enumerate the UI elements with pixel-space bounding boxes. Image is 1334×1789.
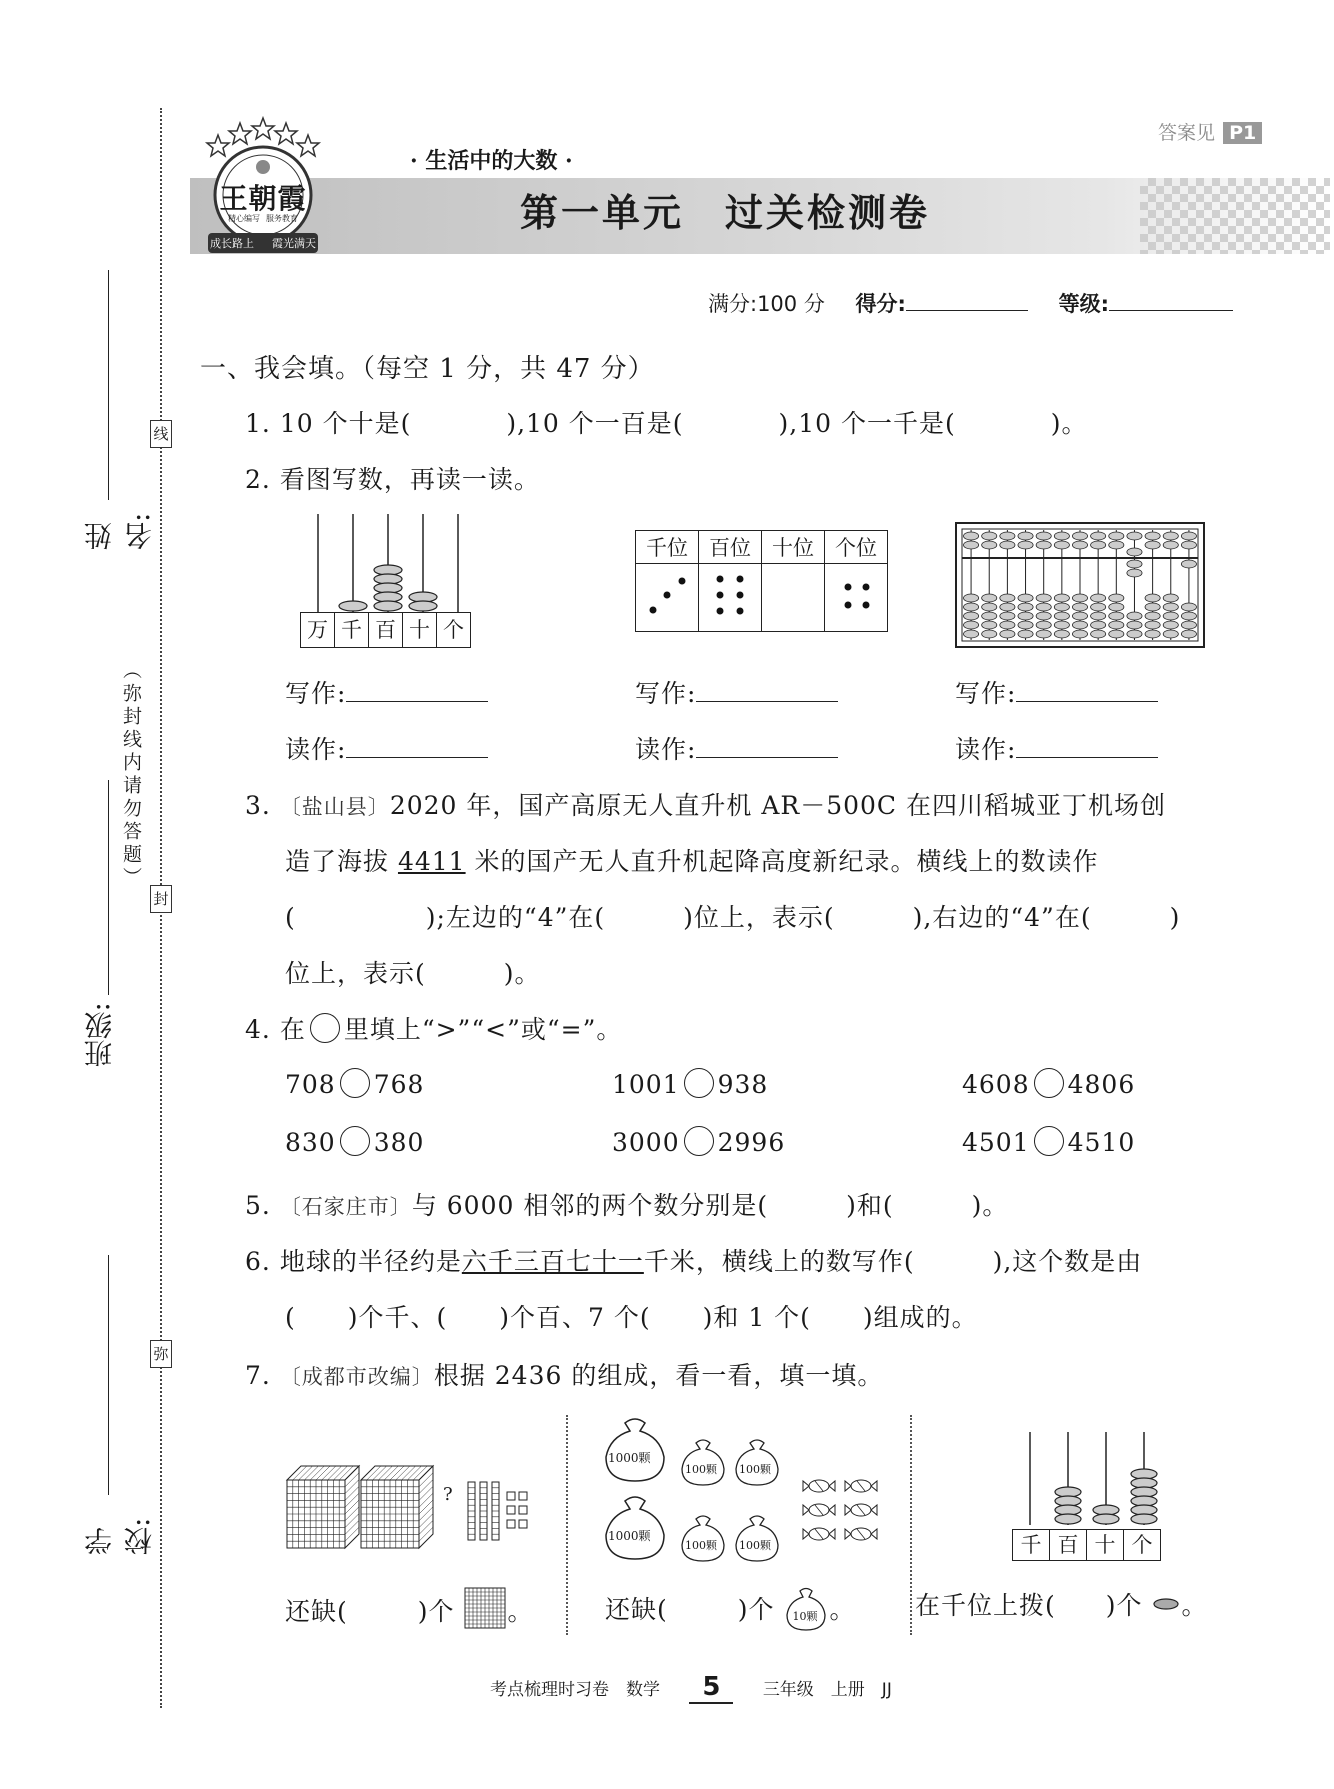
suanpan-abacus — [955, 522, 1205, 648]
compare-item: 1001 938 — [612, 1070, 769, 1099]
question-1: 1. 10 个十是( ),10 个一百是( ),10 个一千是( )。 — [245, 409, 1088, 438]
table-header: 十位 — [762, 531, 825, 564]
bag-100: 100颗 — [732, 1437, 782, 1487]
q7-fill-2: 还缺( )个 10颗 。 — [605, 1586, 856, 1632]
write-row-3: 写作: — [955, 674, 1158, 710]
table-header: 千位 — [636, 531, 699, 564]
compare-circle[interactable] — [340, 1068, 370, 1098]
read-row-2: 读作: — [635, 730, 838, 766]
abacus-1-label: 个 — [437, 612, 471, 648]
write-row-1: 写作: — [285, 674, 488, 710]
abacus-1-label: 万 — [300, 612, 335, 648]
hundred-flat-icon — [463, 1586, 507, 1630]
table-cell-dots — [699, 564, 762, 632]
compare-circle[interactable] — [684, 1068, 714, 1098]
abacus-2-label: 百 — [1050, 1529, 1087, 1561]
answer-reference — [1158, 118, 1262, 145]
binding-notice: （弥封线内请勿答题） — [120, 660, 142, 890]
abacus-1-label: 百 — [369, 612, 403, 648]
abacus-1-rods — [300, 512, 480, 612]
school-field[interactable] — [80, 1255, 156, 1555]
answer-page-badge: P1 — [1223, 122, 1262, 144]
abacus-2-rods — [1010, 1430, 1170, 1525]
compare-circle[interactable] — [1034, 1126, 1064, 1156]
brand-logo — [198, 115, 328, 255]
table-header: 个位 — [825, 531, 888, 564]
logo-banner-left: 成长路上 — [210, 237, 254, 250]
name-label: 姓名: — [83, 512, 156, 550]
abacus-2-label: 千 — [1012, 1529, 1050, 1561]
compare-item: 830 380 — [285, 1128, 425, 1157]
compare-circle[interactable] — [340, 1126, 370, 1156]
q7-fill-3: 在千位上拨( )个 。 — [915, 1591, 1208, 1620]
panel-divider — [566, 1415, 568, 1635]
footer — [490, 1672, 1010, 1704]
bag-1000: 1000颗 — [600, 1493, 670, 1563]
table-cell-dots — [636, 564, 699, 632]
logo-text: 王朝霞 — [219, 182, 307, 215]
class-label: 班级: — [83, 1002, 116, 1068]
logo-sub1: 精心编写 — [228, 214, 260, 223]
seal-mark: 封 — [150, 885, 172, 913]
question-mark: ? — [443, 1484, 453, 1505]
bead-icon — [1151, 1596, 1181, 1612]
compare-item: 708 768 — [285, 1070, 425, 1099]
write-field-1[interactable] — [346, 679, 488, 702]
mi-mark: 弥 — [150, 1340, 172, 1368]
q7-fill-1: 还缺( )个 。 — [285, 1586, 534, 1630]
abacus-2-label: 十 — [1087, 1529, 1124, 1561]
read-field-2[interactable] — [696, 735, 838, 758]
table-header: 百位 — [699, 531, 762, 564]
question-2: 2. 看图写数，再读一读。 — [245, 465, 540, 494]
score-label: 得分: — [855, 292, 906, 316]
abacus-1-label: 十 — [403, 612, 437, 648]
answer-ref-label: 答案见 — [1158, 122, 1216, 144]
question-7: 7. 〔成都市改编〕根据 2436 的组成，看一看，填一填。 — [245, 1361, 884, 1390]
read-field-1[interactable] — [346, 735, 488, 758]
table-cell-dots — [762, 564, 825, 632]
compare-item: 4501 4510 — [962, 1128, 1136, 1157]
question-4: 4. 在 里填上“>”“<”或“=”。 — [245, 1015, 623, 1044]
table-cell-dots — [825, 564, 888, 632]
compare-circle[interactable] — [684, 1126, 714, 1156]
name-field[interactable] — [80, 270, 156, 550]
checker-pattern — [1140, 178, 1330, 254]
full-score: 满分:100 分 — [708, 292, 825, 316]
question-3-line-2: 造了海拔 4411 米的国产无人直升机起降高度新纪录。横线上的数读作 — [285, 847, 1099, 876]
abacus-1 — [300, 512, 480, 652]
score-row — [708, 288, 1233, 318]
grade-field[interactable] — [1109, 288, 1233, 311]
bag-1000: 1000颗 — [600, 1415, 670, 1485]
read-row-1: 读作: — [285, 730, 488, 766]
grade-label: 等级: — [1058, 292, 1110, 316]
abacus-1-label: 千 — [335, 612, 369, 648]
abacus-2 — [1010, 1430, 1170, 1560]
question-5: 5. 〔石家庄市〕与 6000 相邻的两个数分别是( )和( )。 — [245, 1191, 1009, 1220]
score-field[interactable] — [906, 288, 1028, 311]
question-3-line-3: ( );左边的“4”在( )位上，表示( ),右边的“4”在( ) — [285, 903, 1181, 932]
write-field-3[interactable] — [1016, 679, 1158, 702]
question-3-line-4: 位上，表示( )。 — [285, 959, 541, 988]
cube-blocks — [285, 1462, 565, 1562]
candy-bags — [590, 1415, 900, 1575]
panel-divider — [910, 1415, 912, 1635]
school-label: 学校: — [83, 1517, 156, 1555]
question-3: 3. 〔盐山县〕2020 年，国产高原无人直升机 AR－500C 在四川稻城亚丁机场创 — [245, 791, 1167, 820]
write-row-2: 写作: — [635, 674, 838, 710]
footer-left: 考点梳理时习卷 数学 — [490, 1680, 660, 1700]
logo-sub2: 服务教育 — [266, 214, 298, 223]
page-number: 5 — [689, 1672, 733, 1704]
thousand-cubes-icon — [285, 1462, 565, 1562]
section-heading: 一、我会填。（每空 1 分，共 47 分） — [200, 354, 655, 384]
line-mark: 线 — [150, 420, 172, 448]
question-6: 6. 地球的半径约是六千三百七十一千米，横线上的数写作( ),这个数是由 — [245, 1247, 1143, 1276]
read-field-3[interactable] — [1016, 735, 1158, 758]
footer-right: 三年级 上册 JJ — [762, 1680, 892, 1700]
suanpan-beads — [955, 522, 1205, 648]
logo-banner-right: 霞光满天 — [272, 237, 316, 250]
abacus-2-label: 个 — [1124, 1529, 1161, 1561]
read-row-3: 读作: — [955, 730, 1158, 766]
bag-100: 100颗 — [678, 1437, 728, 1487]
bag-100: 100颗 — [732, 1513, 782, 1563]
bag-100: 100颗 — [678, 1513, 728, 1563]
compare-circle[interactable] — [1034, 1068, 1064, 1098]
place-value-table — [635, 530, 888, 632]
compare-item: 4608 4806 — [962, 1070, 1136, 1099]
question-6-line-2: ( )个千、( )个百、7 个( )和 1 个( )组成的。 — [285, 1303, 978, 1332]
bag-10-icon: 10颗 — [783, 1586, 829, 1632]
compare-circle-icon — [310, 1013, 340, 1043]
page-title: 第一单元 过关检测卷 — [520, 190, 931, 235]
compare-item: 3000 2996 — [612, 1128, 786, 1157]
unit-subtitle: · 生活中的大数 · — [410, 148, 573, 174]
candy-icons — [795, 1470, 895, 1550]
write-field-2[interactable] — [696, 679, 838, 702]
class-field[interactable] — [80, 780, 120, 1070]
